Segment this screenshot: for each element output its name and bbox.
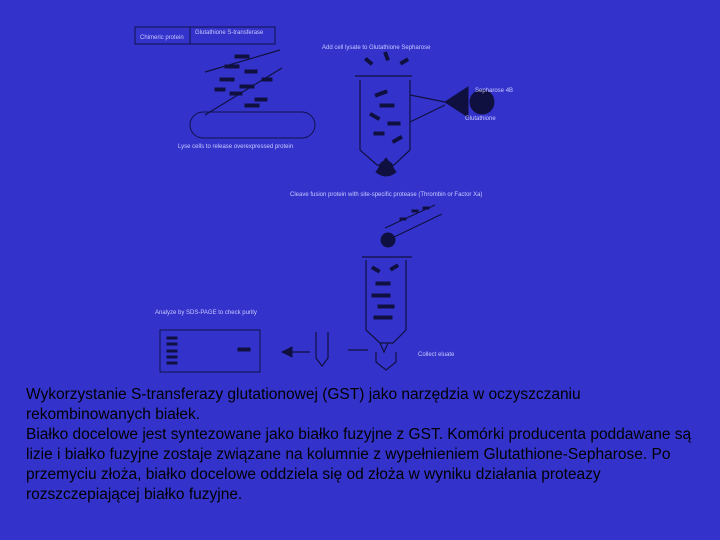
caption-line-1: Wykorzystanie S-transferazy glutationowej (GST) jako narzędzia w oczyszczaniu rekombinowanych białek. — [26, 386, 581, 423]
caption-line-2: Białko docelowe jest syntezowane jako białko fuzyjne z GST. Komórki producenta poddawane są lizie i białko fuzyjne zostaje związane na kolumnie z wypełnieniem Glutathione-Sepharose. Po przemyciu złoża, białko docelowe oddziela się od złoża w wyniku działania proteazy rozszczepiającej białko fuzyjne. — [26, 426, 692, 503]
glutathione-label: Glutathione — [465, 116, 496, 122]
collect-label: Collect eluate — [418, 352, 455, 358]
cleavage-step — [290, 192, 482, 247]
cell-illustration — [178, 50, 315, 150]
sepharose-label: Sepharose 4B — [475, 88, 514, 94]
analyze-label: Analyze by SDS-PAGE to check purity — [155, 310, 257, 316]
sds-page-gel — [155, 310, 260, 372]
chimeric-protein-box — [135, 27, 275, 44]
chimera-right-label: Glutathione S-transferase — [195, 30, 264, 36]
cleave-label: Cleave fusion protein with site-specific protease (Thrombin or Factor Xa) — [290, 192, 483, 198]
lyse-label: Lyse cells to release overexpressed protein — [178, 144, 294, 150]
chimera-left-label: Chimeric protein — [140, 35, 184, 41]
top-column — [322, 45, 513, 176]
add-lysate-label: Add cell lysate to Glutathione Sepharose — [322, 45, 431, 51]
bottom-column — [282, 257, 455, 370]
caption — [26, 385, 696, 505]
